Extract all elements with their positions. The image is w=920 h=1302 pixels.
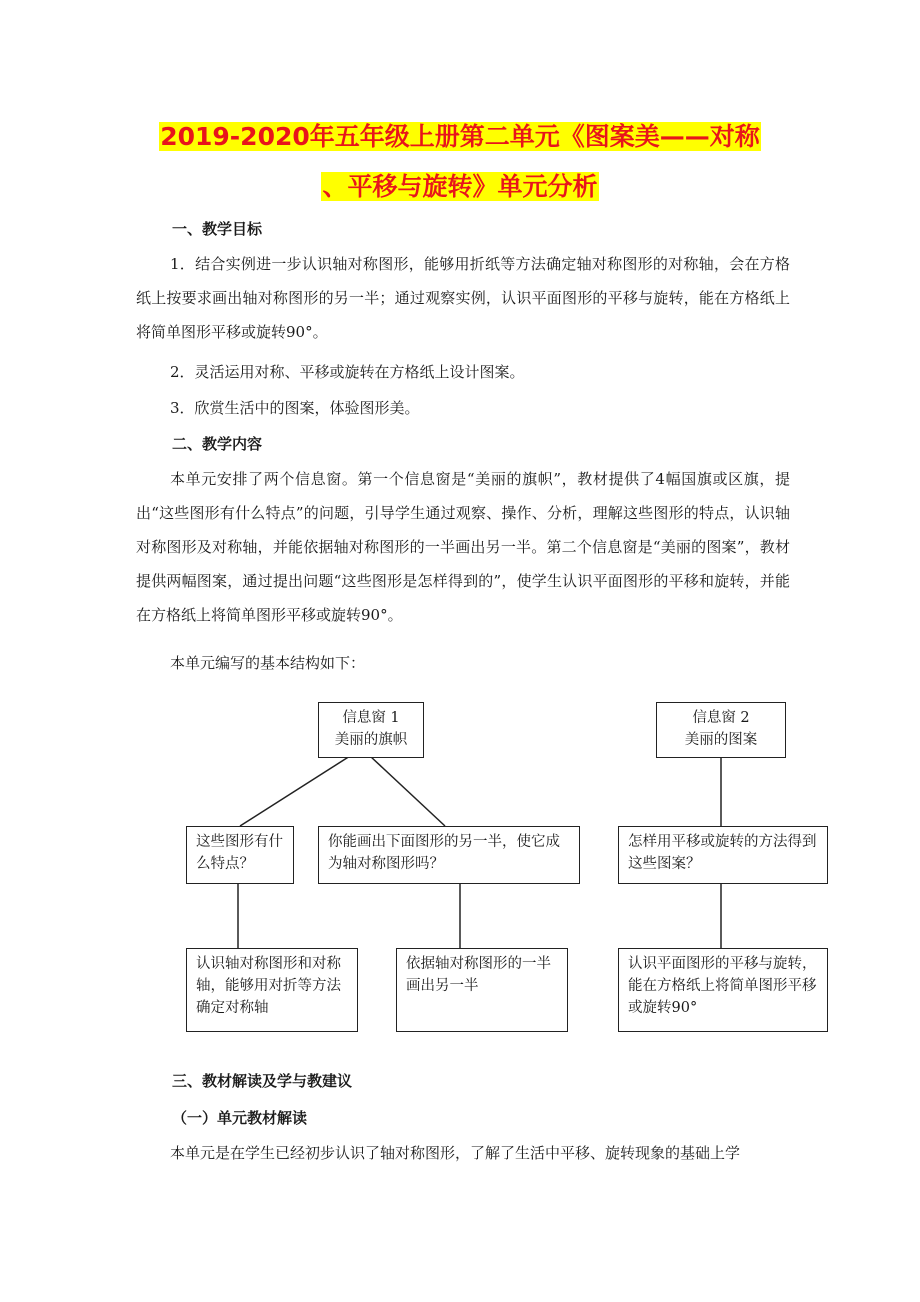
- question-box-2: 你能画出下面图形的另一半，使它成为轴对称图形吗？: [318, 826, 580, 884]
- structure-diagram: [0, 690, 920, 1050]
- outcome-box-3: 认识平面图形的平移与旋转，能在方格纸上将简单图形平移或旋转90°: [618, 948, 828, 1032]
- goal-item-1: 1．结合实例进一步认识轴对称图形，能够用折纸等方法确定轴对称图形的对称轴，会在方格纸上按要求画出轴对称图形的另一半；通过观察实例，认识平面图形的平移与旋转，能在方格纸上将简单图形平移或旋转90°。: [136, 255, 790, 341]
- outcome-box-1: 认识轴对称图形和对称轴，能够用对折等方法确定对称轴: [186, 948, 358, 1032]
- document-title-line-2: 、平移与旋转》单元分析: [322, 172, 598, 201]
- goal-item-2: 2．灵活运用对称、平移或旋转在方格纸上设计图案。: [170, 363, 525, 381]
- section-heading-goals: 一、教学目标: [172, 220, 263, 238]
- question-box-1: 这些图形有什么特点？: [186, 826, 294, 884]
- outcome-box-2: 依据轴对称图形的一半画出另一半: [396, 948, 568, 1032]
- info-window-1-title: 信息窗 1: [342, 710, 400, 726]
- info-window-2-title: 信息窗 2: [692, 710, 750, 726]
- content-paragraph: 本单元安排了两个信息窗。第一个信息窗是“美丽的旗帜”，教材提供了4幅国旗或区旗，提出“这些图形有什么特点”的问题，引导学生通过观察、操作、分析，理解这些图形的特点，认识轴对称图形及对称轴，并能依据轴对称图形的一半画出另一半。第二个信息窗是“美丽的图案”，教材提供两幅图案，通过提出问题“这些图形是怎样得到的”，使学生认识平面图形的平移和旋转，并能在方格纸上将简单图形平移或旋转90°。: [136, 470, 790, 624]
- info-window-1-subtitle: 美丽的旗帜: [334, 732, 408, 748]
- info-window-2-subtitle: 美丽的图案: [684, 732, 758, 748]
- info-window-2-box: [656, 702, 786, 758]
- question-box-3: 怎样用平移或旋转的方法得到这些图案？: [618, 826, 828, 884]
- connector-w1-q2: [370, 756, 445, 826]
- goal-item-3: 3．欣赏生活中的图案，体验图形美。: [170, 399, 420, 417]
- section-heading-content: 二、教学内容: [172, 435, 263, 453]
- document-title-line-1: 2019-2020年五年级上册第二单元《图案美——对称: [160, 122, 760, 151]
- info-window-1-box: [318, 702, 424, 758]
- subsection-heading-analysis: （一）单元教材解读: [172, 1109, 308, 1127]
- connector-w1-q1: [240, 756, 350, 826]
- structure-intro: 本单元编写的基本结构如下：: [170, 654, 366, 672]
- analysis-paragraph: 本单元是在学生已经初步认识了轴对称图形，了解了生活中平移、旋转现象的基础上学: [170, 1144, 741, 1162]
- section-heading-analysis: 三、教材解读及学与教建议: [172, 1072, 353, 1090]
